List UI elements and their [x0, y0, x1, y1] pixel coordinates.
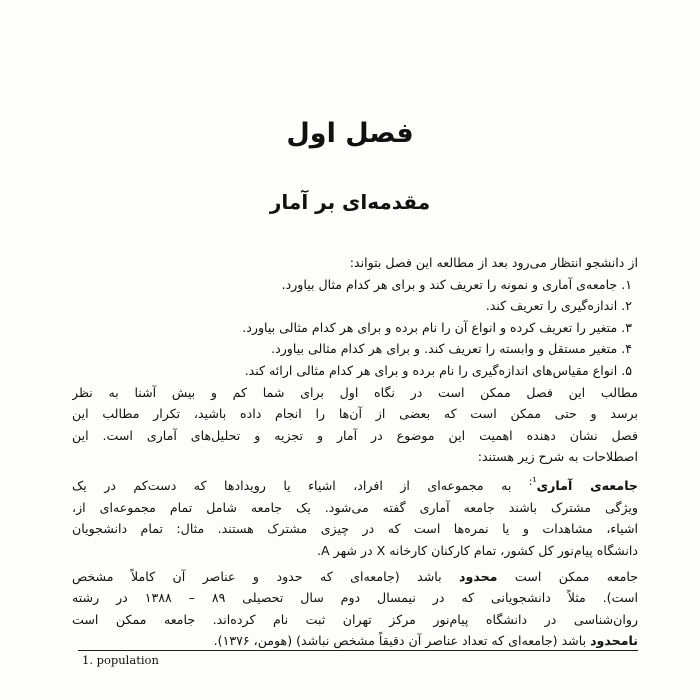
objective-3: ۳. متغیر را تعریف کرده و انواع آن را نام برده و برای هر کدام مثالی بیاورد.	[242, 319, 632, 335]
footnote-marker: ¹:	[528, 475, 537, 488]
chapter-subtitle: مقدمه‌ای بر آمار	[269, 190, 431, 214]
paragraph-line: مطالب این فصل ممکن است در نگاه اول برای شما کم و بیش آشنا به نظر	[72, 384, 638, 400]
intro-line: از دانشجو انتظار می‌رود بعد از مطالعه این فصل بتواند:	[349, 255, 638, 270]
definition-line: ویژگی مشترک باشند جامعه آماری گفته می‌شود. یک جامعه شامل تمام مجموعه‌ای از،	[72, 499, 638, 515]
definition-term: جامعه‌ی آماری	[536, 478, 638, 494]
body-text	[72, 252, 638, 652]
objective-2: ۲. اندازه‌گیری را تعریف کند.	[485, 298, 632, 314]
definition-line: دانشگاه پیام‌نور کل کشور، تمام کارکنان کارخانه X در شهر A.	[316, 542, 638, 558]
paragraph-line: اصطلاحات به شرح زیر هستند:	[477, 449, 638, 465]
definition-line: اشیاء، مشاهدات و یا نمره‌ها است که در چیزی مشترک هستند. مثال: تمام دانشجویان	[72, 521, 638, 537]
objective-4: ۴. متغیر مستقل و وابسته را تعریف کند. و برای هر کدام مثالی بیاورد.	[271, 341, 632, 357]
definition-line	[72, 472, 638, 497]
bold-term: نامحدود	[590, 633, 638, 649]
paragraph-line: جامعه ممکن است محدود باشد (جامعه‌ای که حدود و عناصر آن کاملاً مشخص	[72, 568, 638, 584]
bold-term: محدود	[459, 568, 498, 584]
chapter-title: فصل اول	[286, 118, 414, 149]
paragraph-line: برسد و حتی ممکن است که بعضی از آن‌ها را انجام داده باشید، تکرار مطالب این	[72, 406, 638, 422]
paragraph-line: نامحدود باشد (جامعه‌ای که تعداد عناصر آن دقیقاً مشخص نباشد) (هومن، ۱۳۷۶).	[213, 633, 638, 649]
objective-5: ۵. انواع مقیاس‌های اندازه‌گیری را نام برده و برای هر کدام مثالی ارائه کند.	[244, 362, 632, 378]
paragraph-line: فصل نشان دهنده اهمیت این موضوع در آمار و تجزیه و تحلیل‌های آماری است. این	[72, 427, 638, 443]
footnote: 1. population	[82, 653, 159, 667]
objective-1: ۱. جامعه‌ی آماری و نمونه را تعریف کند و برای هر کدام مثال بیاورد.	[281, 276, 632, 292]
paragraph-line: است). مثلاً دانشجویانی که در نیمسال دوم سال تحصیلی ۸۹ – ۱۳۸۸ در رشته	[72, 590, 638, 606]
definition-text: به مجموعه‌ای از افراد، اشیاء یا رویدادها که دست‌کم در یک	[72, 478, 529, 494]
paragraph-line: روان‌شناسی در دانشگاه پیام‌نور مرکز تهران ثبت نام کرده‌اند. جامعه ممکن است	[72, 611, 638, 627]
footnote-divider	[78, 650, 638, 651]
